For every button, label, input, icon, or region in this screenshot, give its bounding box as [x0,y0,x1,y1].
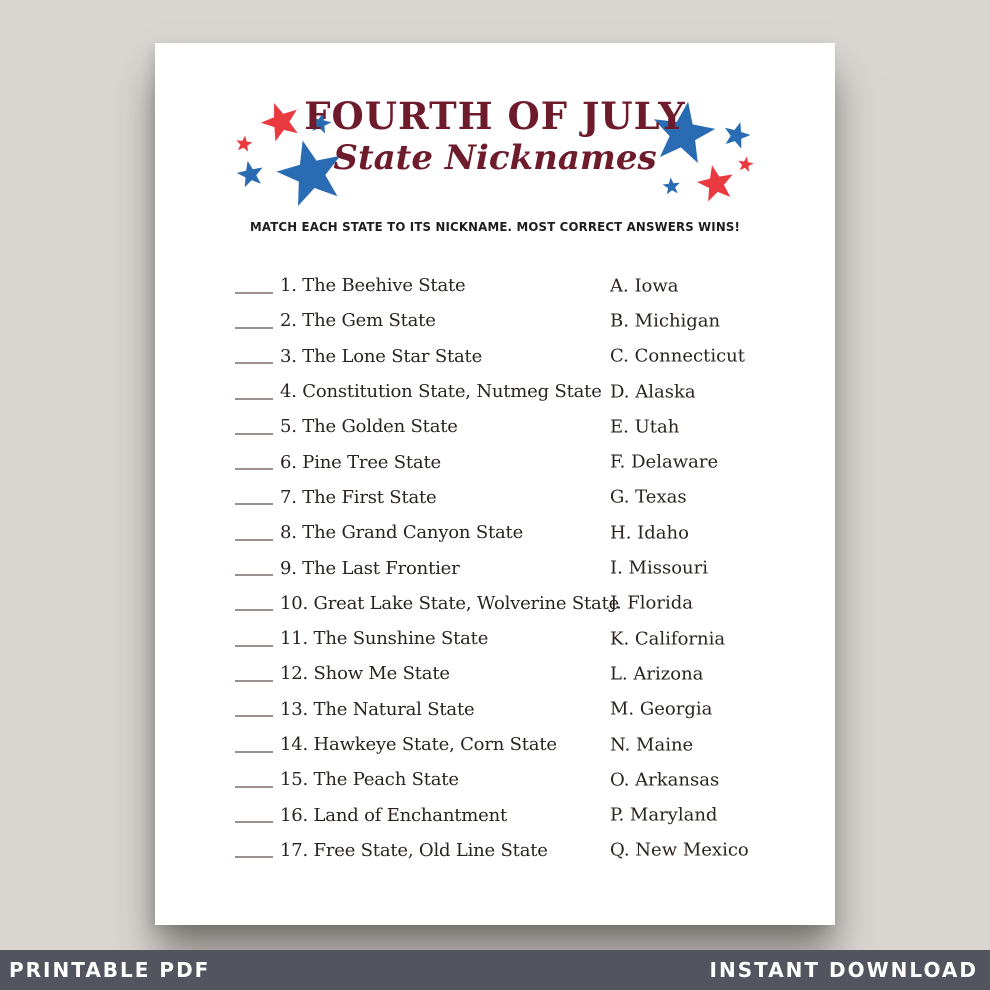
state-text: G. Texas [610,486,687,508]
nickname-text: 10. Great Lake State, Wolverine State [280,592,620,614]
quiz-rows [155,268,835,868]
nickname-text: 14. Hawkeye State, Corn State [280,734,557,755]
quiz-row [155,727,835,762]
answer-blank [235,398,273,400]
nickname-text: 4. Constitution State, Nutmeg State [280,381,602,403]
nickname-text: 17. Free State, Old Line State [280,839,548,861]
quiz-row [155,409,835,444]
worksheet-page [155,43,835,925]
answer-blank [235,327,273,329]
nickname-text: 1. The Beehive State [280,275,466,297]
quiz-row [155,550,835,585]
nickname-text: 7. The First State [280,486,437,508]
state-text: E. Utah [610,416,680,438]
quiz-row [155,515,835,550]
state-text: N. Maine [610,734,694,755]
quiz-row [155,656,835,691]
quiz-row [155,621,835,656]
answer-blank [235,362,273,364]
answer-blank [235,468,273,470]
answer-blank [235,539,273,541]
quiz-row [155,762,835,797]
quiz-row [155,339,835,374]
instructions-text: MATCH EACH STATE TO ITS NICKNAME. MOST CORRECT ANSWERS WINS! [249,219,741,234]
state-text: O. Arkansas [610,769,720,791]
quiz-row [155,303,835,338]
quiz-row [155,797,835,832]
nickname-text: 9. The Last Frontier [280,557,460,579]
state-text: C. Connecticut [610,345,745,367]
nickname-text: 16. Land of Enchantment [280,804,508,826]
answer-blank [235,292,273,294]
footer-bar [0,950,990,990]
quiz-row [155,268,835,303]
quiz-row [155,586,835,621]
page-title: FOURTH OF JULY [304,94,686,138]
nickname-text: 5. The Golden State [280,416,458,438]
printable-pdf-label: PRINTABLE PDF [9,958,211,982]
quiz-row [155,833,835,868]
quiz-row [155,480,835,515]
nickname-text: 15. The Peach State [280,769,459,791]
answer-blank [235,433,273,435]
answer-blank [235,680,273,682]
nickname-text: 13. The Natural State [280,698,475,720]
nickname-text: 11. The Sunshine State [280,628,489,650]
answer-blank [235,786,273,788]
state-text: D. Alaska [610,381,696,403]
instant-download-label: INSTANT DOWNLOAD [709,958,978,982]
answer-blank [235,715,273,717]
state-text: A. Iowa [610,275,679,297]
quiz-row [155,692,835,727]
answer-blank [235,609,273,611]
state-text: Q. New Mexico [610,839,749,861]
nickname-text: 2. The Gem State [280,310,436,332]
answer-blank [235,503,273,505]
state-text: J. Florida [610,592,693,614]
nickname-text: 12. Show Me State [280,663,450,685]
blue-star-icon [661,176,682,197]
state-text: H. Idaho [610,522,689,544]
answer-blank [235,645,273,647]
state-text: M. Georgia [610,698,713,720]
answer-blank [235,856,273,858]
state-text: B. Michigan [610,310,721,332]
page-subtitle: State Nicknames [333,138,657,178]
quiz-row [155,374,835,409]
state-text: P. Maryland [610,804,718,826]
answer-blank [235,751,273,753]
answer-blank [235,821,273,823]
state-text: F. Delaware [610,451,719,473]
nickname-text: 6. Pine Tree State [280,451,441,473]
nickname-text: 8. The Grand Canyon State [280,522,524,544]
state-text: I. Missouri [610,557,709,579]
quiz-row [155,444,835,479]
answer-blank [235,574,273,576]
nickname-text: 3. The Lone Star State [280,345,483,367]
state-text: K. California [610,628,726,650]
state-text: L. Arizona [610,663,704,685]
